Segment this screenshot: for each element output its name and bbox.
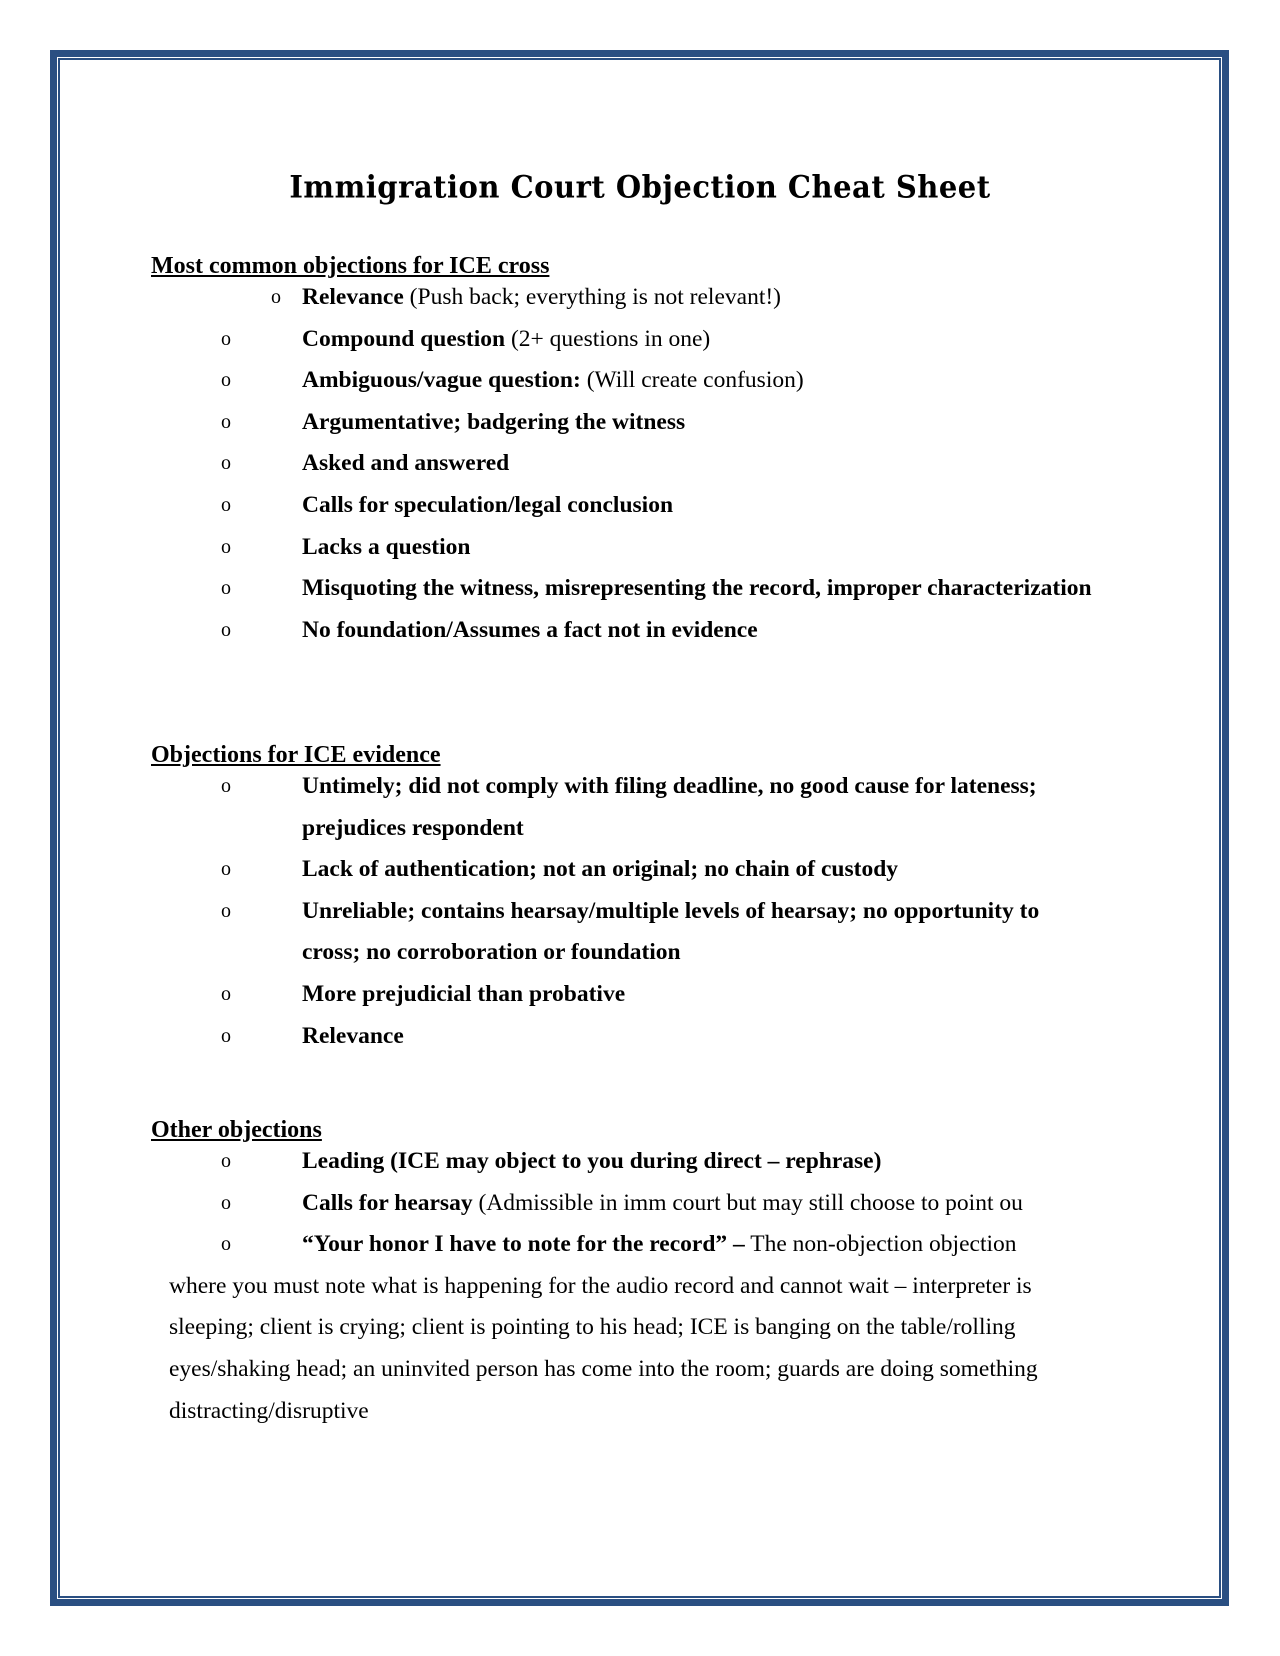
item-note-text: (2+ questions in one) bbox=[505, 325, 711, 352]
list-item bbox=[151, 568, 1102, 610]
item-bold-text: Argumentative; badgering the witness bbox=[302, 408, 686, 435]
bullet-icon: o bbox=[221, 1150, 231, 1172]
item-bold-text: Unreliable; contains hearsay/multiple levels of hearsay; no opportunity to cross; no corroboration or foundation bbox=[302, 897, 1040, 966]
item-note-text: The non-objection objection bbox=[744, 1231, 1017, 1258]
list-item bbox=[151, 485, 1102, 527]
item-bold-text: Lack of authentication; not an original; no chain of custody bbox=[302, 856, 899, 883]
list-item bbox=[151, 1224, 1222, 1266]
list-item bbox=[151, 1141, 1102, 1183]
bullet-icon: o bbox=[221, 1233, 231, 1256]
section-evidence bbox=[151, 734, 1151, 1057]
item-bold-text: Lacks a question bbox=[302, 533, 471, 560]
item-bold-text: Calls for speculation/legal conclusion bbox=[302, 491, 674, 518]
list-item bbox=[151, 610, 1102, 652]
item-bold-text: No foundation/Assumes a fact not in evidence bbox=[302, 616, 758, 643]
bullet-icon: o bbox=[221, 327, 231, 350]
bullet-icon: o bbox=[221, 899, 231, 922]
bullet-icon: o bbox=[221, 535, 231, 558]
section-cross bbox=[151, 245, 1151, 651]
list-item bbox=[151, 402, 1102, 444]
list-item bbox=[151, 1183, 1222, 1225]
section-heading: Most common objections for ICE cross bbox=[151, 253, 550, 279]
objection-list bbox=[151, 1141, 1151, 1266]
item-bold-text: Relevance bbox=[302, 284, 404, 310]
bullet-icon: o bbox=[221, 982, 231, 1005]
list-item bbox=[151, 974, 1102, 1016]
section-heading: Other objections bbox=[151, 1117, 322, 1143]
list-item bbox=[151, 443, 1102, 485]
item-bold-text: Asked and answered bbox=[302, 450, 510, 477]
bullet-icon: o bbox=[221, 410, 231, 433]
objection-list bbox=[151, 277, 1151, 651]
item-bold-text: “Your honor I have to note for the record” – bbox=[302, 1231, 745, 1258]
list-item bbox=[151, 360, 1102, 402]
bullet-icon: o bbox=[221, 1024, 231, 1047]
list-item bbox=[151, 1016, 1102, 1058]
bullet-icon: o bbox=[221, 775, 231, 797]
item-note-text: (Push back; everything is not relevant!) bbox=[403, 284, 782, 310]
bullet-icon: o bbox=[221, 618, 231, 641]
bullet-icon: o bbox=[221, 452, 231, 475]
list-item bbox=[151, 277, 1102, 319]
item-bold-text: Calls for hearsay bbox=[302, 1189, 473, 1216]
list-item bbox=[151, 319, 1102, 361]
item-bold-text: Misquoting the witness, misrepresenting the record, improper characterization bbox=[302, 575, 1092, 602]
list-item bbox=[151, 891, 1102, 974]
list-item bbox=[151, 849, 1102, 891]
continuation-paragraph: where you must note what is happening for the audio record and cannot wait – interpreter is sleeping; client is crying; client is pointing to his head; ICE is banging on the table/rolling eyes/shaking head; an uninvited person has come into the room; guards are doing something distracting/disruptive bbox=[169, 1272, 1038, 1424]
section-heading: Objections for ICE evidence bbox=[151, 742, 441, 768]
item-bold-text: Ambiguous/vague question: bbox=[302, 367, 581, 394]
item-bold-text: More prejudicial than probative bbox=[302, 980, 626, 1007]
list-item bbox=[151, 766, 1102, 849]
bullet-icon: o bbox=[221, 1191, 231, 1214]
bullet-icon: o bbox=[221, 858, 231, 881]
list-item bbox=[151, 527, 1102, 569]
document-title: Immigration Court Objection Cheat Sheet bbox=[289, 169, 991, 205]
item-bold-text: Untimely; did not comply with filing deadline, no good cause for lateness; prejudices respondent bbox=[302, 773, 1037, 841]
section-other bbox=[151, 1109, 1151, 1432]
bullet-icon: o bbox=[271, 286, 281, 308]
bullet-icon: o bbox=[221, 493, 231, 516]
objection-list bbox=[151, 766, 1151, 1057]
item-bold-text: Compound question bbox=[302, 325, 506, 352]
item-note-text: (Will create confusion) bbox=[580, 367, 804, 394]
item-note-text: (Admissible in imm court but may still choose to point ou bbox=[472, 1189, 1023, 1216]
bullet-icon: o bbox=[221, 577, 231, 600]
item-bold-text: Leading (ICE may object to you during direct – rephrase) bbox=[302, 1148, 882, 1174]
item-bold-text: Relevance bbox=[302, 1022, 404, 1049]
bullet-icon: o bbox=[221, 369, 231, 392]
